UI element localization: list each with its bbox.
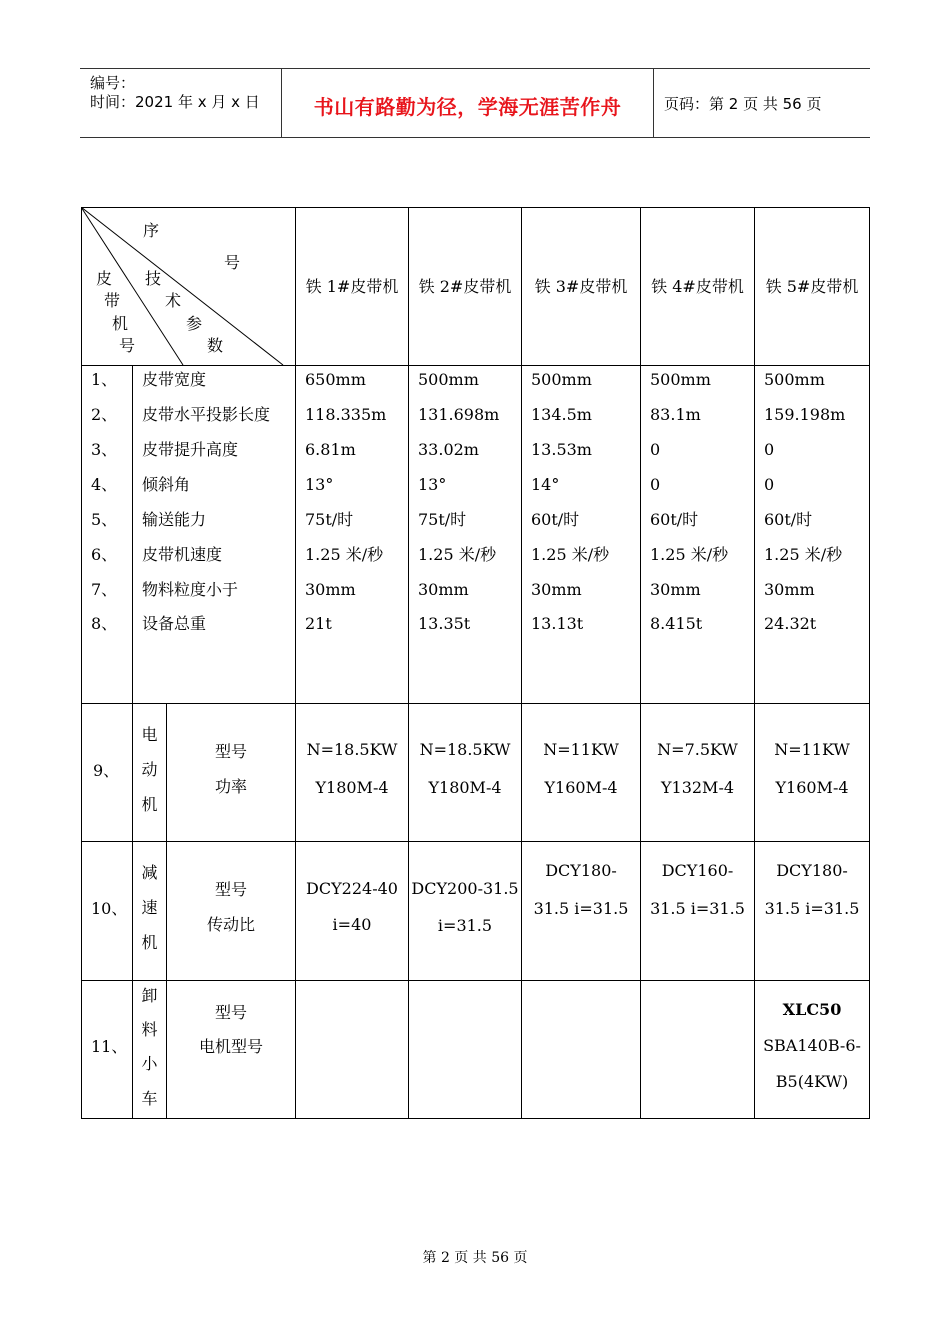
row-name: 皮带提升高度 bbox=[142, 440, 239, 459]
cell-value: 0 bbox=[764, 475, 775, 494]
corner-label: 机 bbox=[112, 314, 129, 333]
cell-value: 0 bbox=[764, 440, 775, 459]
cell-value: 1.25 米/秒 bbox=[650, 545, 729, 564]
cell-value: 500mm bbox=[764, 370, 825, 389]
cell-value: 31.5 i=31.5 bbox=[764, 899, 860, 918]
cell-value: DCY180- bbox=[776, 861, 848, 880]
group-label-char: 卸 bbox=[141, 986, 158, 1005]
corner-label: 序 bbox=[143, 221, 160, 240]
group-label-char: 减 bbox=[141, 863, 158, 882]
param-label: 型号 bbox=[214, 880, 247, 899]
corner-label: 技 bbox=[145, 269, 162, 288]
cell-value: N=11KW bbox=[774, 740, 850, 759]
page-info: 页码：第 2 页 共 56 页 bbox=[664, 95, 822, 113]
row-name: 物料粒度小于 bbox=[142, 580, 239, 599]
cell-value: 118.335m bbox=[305, 405, 387, 424]
row-name: 输送能力 bbox=[142, 510, 207, 529]
cell-value: SBA140B-6- bbox=[763, 1036, 861, 1055]
cell-value: 21t bbox=[305, 614, 332, 633]
corner-label: 带 bbox=[104, 291, 121, 310]
cell-value: N=18.5KW bbox=[419, 740, 511, 759]
cell-value: 8.415t bbox=[650, 614, 703, 633]
row-number: 11、 bbox=[91, 1037, 128, 1056]
group-label-char: 机 bbox=[141, 933, 158, 952]
cell-value: i=40 bbox=[332, 915, 372, 934]
corner-label: 皮 bbox=[96, 269, 113, 288]
column-header: 铁 5#皮带机 bbox=[765, 277, 859, 296]
time-label: 时间：2021 年 x 月 x 日 bbox=[90, 93, 260, 111]
cell-value: 131.698m bbox=[418, 405, 500, 424]
row-number: 2、 bbox=[91, 405, 118, 424]
number-label: 编号： bbox=[90, 74, 136, 92]
group-label-char: 动 bbox=[141, 760, 158, 779]
cell-value: N=7.5KW bbox=[657, 740, 738, 759]
column-header: 铁 1#皮带机 bbox=[305, 277, 399, 296]
cell-value: 14° bbox=[531, 475, 560, 494]
cell-value: 13° bbox=[418, 475, 447, 494]
group-label-char: 速 bbox=[141, 898, 158, 917]
corner-diagonal-lines bbox=[81, 207, 295, 366]
cell-value: 13° bbox=[305, 475, 334, 494]
group-label-char: 料 bbox=[141, 1020, 158, 1039]
cell-value: 24.32t bbox=[764, 614, 817, 633]
row-number: 7、 bbox=[91, 580, 118, 599]
cell-value: DCY160- bbox=[661, 861, 734, 880]
corner-label: 数 bbox=[207, 336, 224, 355]
spec-table bbox=[81, 207, 870, 1119]
param-label: 型号 bbox=[214, 742, 247, 761]
cell-value: 500mm bbox=[418, 370, 479, 389]
group-label-char: 电 bbox=[141, 725, 158, 744]
cell-value: 75t/时 bbox=[418, 510, 467, 529]
row-number: 3、 bbox=[91, 440, 118, 459]
column-header: 铁 4#皮带机 bbox=[651, 277, 744, 296]
cell-value: i=31.5 bbox=[437, 916, 493, 935]
cell-value: 60t/时 bbox=[531, 510, 580, 529]
corner-label: 参 bbox=[186, 314, 203, 333]
row-number: 8、 bbox=[91, 614, 118, 633]
cell-value: 500mm bbox=[531, 370, 592, 389]
cell-value: 75t/时 bbox=[305, 510, 354, 529]
row-number: 9、 bbox=[93, 761, 120, 780]
cell-value: 30mm bbox=[764, 580, 815, 599]
cell-value: DCY180- bbox=[545, 861, 617, 880]
motto: 书山有路勤为径，学海无涯苦作舟 bbox=[313, 95, 622, 119]
corner-label: 术 bbox=[165, 291, 182, 310]
row-name: 设备总重 bbox=[142, 614, 207, 633]
cell-value: Y132M-4 bbox=[660, 778, 735, 797]
row-number: 6、 bbox=[91, 545, 118, 564]
cell-value: 30mm bbox=[650, 580, 701, 599]
cell-value: 1.25 米/秒 bbox=[531, 545, 610, 564]
row-name: 倾斜角 bbox=[142, 475, 191, 494]
row-number: 10、 bbox=[91, 899, 128, 918]
cell-value: DCY224-40 bbox=[306, 879, 398, 898]
corner-label: 号 bbox=[119, 336, 136, 355]
cell-value: 33.02m bbox=[418, 440, 479, 459]
header-page-cell bbox=[654, 69, 870, 137]
row-name: 皮带水平投影长度 bbox=[142, 405, 271, 424]
group-label-char: 小 bbox=[141, 1054, 158, 1073]
param-label: 传动比 bbox=[206, 915, 255, 934]
cell-value: 500mm bbox=[650, 370, 711, 389]
row-name: 皮带机速度 bbox=[142, 545, 223, 564]
row-number: 5、 bbox=[91, 510, 118, 529]
cell-value: Y180M-4 bbox=[315, 778, 389, 797]
cell-value: 60t/时 bbox=[650, 510, 699, 529]
cell-value: 1.25 米/秒 bbox=[305, 545, 384, 564]
cell-value: 31.5 i=31.5 bbox=[650, 899, 745, 918]
cell-value: Y180M-4 bbox=[428, 778, 502, 797]
document-header bbox=[80, 68, 870, 138]
cell-value: 30mm bbox=[531, 580, 582, 599]
row-number: 1、 bbox=[91, 370, 118, 389]
cell-value: 1.25 米/秒 bbox=[764, 545, 843, 564]
cell-value: 31.5 i=31.5 bbox=[533, 899, 629, 918]
cell-value: 13.53m bbox=[531, 440, 592, 459]
cell-value: 30mm bbox=[305, 580, 356, 599]
param-label: 型号 bbox=[214, 1003, 247, 1022]
group-label-char: 车 bbox=[141, 1089, 158, 1108]
page-footer: 第 2 页 共 56 页 bbox=[422, 1250, 528, 1266]
corner-label: 号 bbox=[224, 253, 241, 272]
row-name: 皮带宽度 bbox=[142, 370, 207, 389]
column-header: 铁 2#皮带机 bbox=[418, 277, 512, 296]
cell-value: 60t/时 bbox=[764, 510, 813, 529]
cell-value: 83.1m bbox=[650, 405, 701, 424]
cell-value: 134.5m bbox=[531, 405, 592, 424]
cell-value: N=18.5KW bbox=[306, 740, 398, 759]
cell-value: 1.25 米/秒 bbox=[418, 545, 497, 564]
cell-value: 650mm bbox=[305, 370, 366, 389]
header-left-cell bbox=[80, 69, 282, 137]
cell-value: DCY200-31.5 bbox=[411, 879, 519, 898]
header-motto-cell bbox=[282, 69, 654, 137]
cell-value: B5(4KW) bbox=[775, 1072, 849, 1091]
cell-value: 159.198m bbox=[764, 405, 846, 424]
row-number: 4、 bbox=[91, 475, 118, 494]
param-label: 电机型号 bbox=[198, 1037, 263, 1056]
cell-value: 0 bbox=[650, 440, 661, 459]
cell-value: Y160M-4 bbox=[544, 778, 618, 797]
cell-value: 0 bbox=[650, 475, 661, 494]
param-label: 功率 bbox=[214, 777, 247, 796]
cell-value: 6.81m bbox=[305, 440, 356, 459]
cell-value: 13.13t bbox=[531, 614, 584, 633]
cell-value: N=11KW bbox=[543, 740, 619, 759]
column-header: 铁 3#皮带机 bbox=[534, 277, 628, 296]
cell-value: Y160M-4 bbox=[775, 778, 849, 797]
cell-value: XLC50 bbox=[782, 1000, 842, 1019]
cell-value: 13.35t bbox=[418, 614, 471, 633]
group-label-char: 机 bbox=[141, 795, 158, 814]
cell-value: 30mm bbox=[418, 580, 469, 599]
